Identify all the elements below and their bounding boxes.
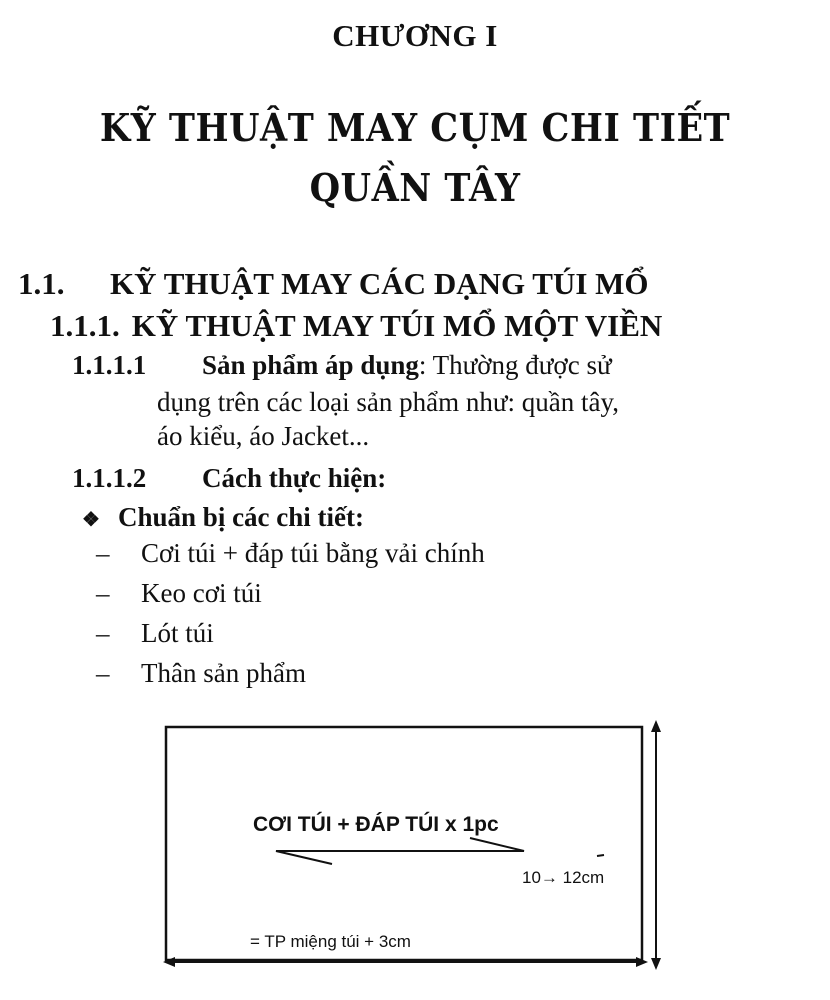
- prep-heading: [82, 502, 364, 533]
- list-item: [96, 658, 306, 689]
- arrow-right-icon: [636, 957, 648, 967]
- section-heading: [18, 266, 649, 302]
- item-number-2: 1.1.1.2: [72, 463, 147, 493]
- arrow-up-icon: [651, 720, 661, 732]
- piece-label: CƠI TÚI + ĐÁP TÚI x 1pc: [253, 813, 499, 836]
- chapter-heading: CHƯƠNG I: [332, 18, 498, 53]
- item-number-1: 1.1.1.1: [72, 350, 147, 380]
- arrow-down-icon: [651, 958, 661, 970]
- arrow-left-icon: [163, 957, 175, 967]
- item-text-continuation-2: áo kiểu, áo Jacket...: [157, 421, 370, 451]
- section-number: 1.1.: [18, 266, 65, 301]
- scan-speck: [597, 855, 604, 856]
- height-dimension-label: 10→ 12cm: [522, 868, 605, 887]
- list-item: [96, 618, 214, 649]
- dash-bullet: –: [96, 658, 110, 688]
- item-label-2: Cách thực hiện:: [202, 463, 387, 493]
- section-title: KỸ THUẬT MAY CÁC DẠNG TÚI MỔ: [110, 266, 649, 301]
- dash-bullet: –: [96, 618, 110, 648]
- list-item-text: Keo cơi túi: [141, 578, 262, 608]
- subsection-number: 1.1.1.: [50, 308, 120, 343]
- pocket-piece-outline: [166, 727, 642, 960]
- subsection-heading: [50, 308, 662, 344]
- list-item-text: Lót túi: [141, 618, 214, 648]
- item-label-1: Sản phẩm áp dụng: [202, 350, 419, 380]
- diamond-bullet-icon: ❖: [82, 509, 100, 531]
- list-item-text: Cơi túi + đáp túi bằng vải chính: [141, 538, 485, 568]
- item-text-1: : Thường được sử: [418, 350, 612, 380]
- chapter-title-line-1: KỸ THUẬT MAY CỤM CHI TIẾT: [99, 105, 731, 152]
- dash-bullet: –: [96, 538, 110, 568]
- item-heading-2: [72, 463, 386, 494]
- item-text-continuation-1: dụng trên các loại sản phẩm như: quần tây,: [157, 387, 619, 417]
- prep-heading-text: Chuẩn bị các chi tiết:: [118, 502, 364, 532]
- list-item: [96, 538, 485, 569]
- chapter-title-line-2: QUẦN TÂY: [309, 165, 521, 212]
- list-item-text: Thân sản phẩm: [141, 658, 306, 688]
- list-item: [96, 578, 262, 609]
- width-dimension-label: = TP miệng túi + 3cm: [250, 932, 411, 951]
- dash-bullet: –: [96, 578, 110, 608]
- subsection-title: KỸ THUẬT MAY TÚI MỔ MỘT VIỀN: [131, 308, 663, 343]
- item-heading-1: [72, 350, 612, 381]
- grain-line-mark: [276, 838, 524, 864]
